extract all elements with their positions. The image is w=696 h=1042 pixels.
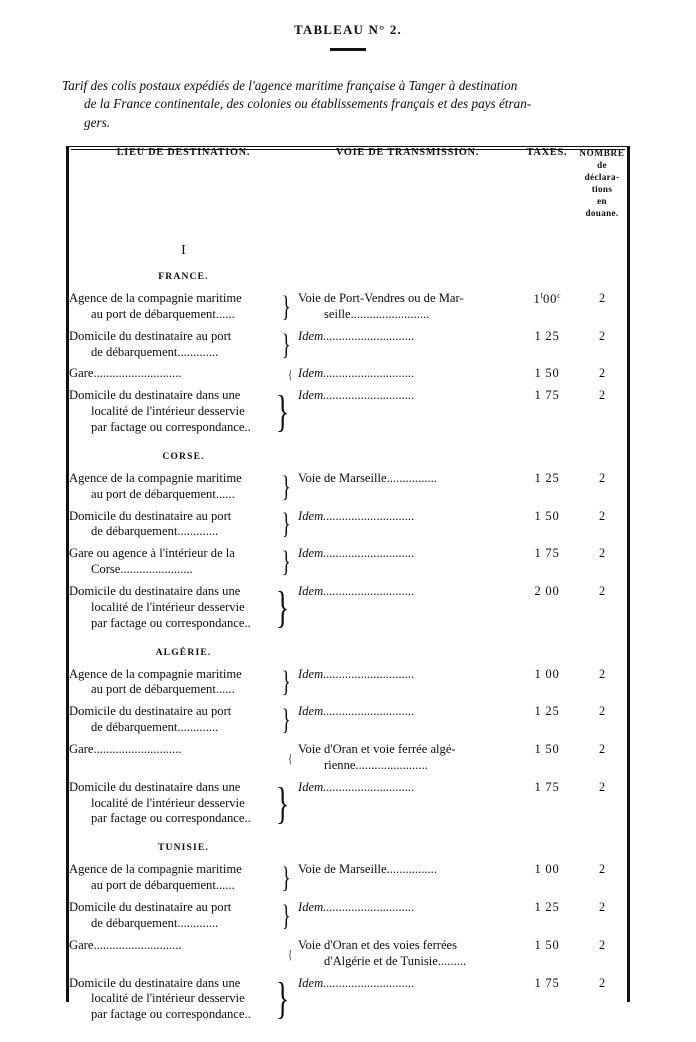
cell-taxes xyxy=(517,777,577,831)
voie-idem-text: Idem............................. xyxy=(298,779,415,794)
spacer-cell xyxy=(298,1026,517,1038)
taxe-value: 1 75 xyxy=(534,779,560,794)
lieu-line-1: Agence de la compagnie maritime xyxy=(69,666,242,681)
cell-voie-de-transmission xyxy=(298,581,517,635)
spacer-cell xyxy=(69,1026,298,1038)
lieu-line-1: Domicile du destinataire au port xyxy=(69,900,232,915)
voie-idem-text: Idem............................. xyxy=(298,900,415,915)
grouping-brace-icon: } xyxy=(281,861,291,895)
lieu-line-1: Agence de la compagnie maritime xyxy=(69,470,242,485)
voie-line-1 xyxy=(298,667,517,683)
section-heading-spacer-cell xyxy=(577,451,627,468)
taxe-value: 1 25 xyxy=(534,470,560,485)
lieu-line-1: Domicile du destinataire au port xyxy=(69,704,232,719)
table-row xyxy=(69,506,627,544)
grouping-brace-icon: } xyxy=(275,387,289,437)
spacer-cell xyxy=(298,830,517,842)
grouping-brace-icon: } xyxy=(275,582,289,632)
section-heading-spacer-cell xyxy=(517,243,577,288)
cell-nombre-declarations: 2 xyxy=(598,975,606,990)
cell-nombre-declarations: 2 xyxy=(598,546,606,561)
caption-line-1: Tarif des colis postaux expédiés de l'agence maritime française à Tanger à destination xyxy=(62,77,518,93)
table-header-row xyxy=(69,147,627,243)
cell-lieu-de-destination xyxy=(69,468,298,506)
table-row xyxy=(69,468,627,506)
voie-line-1: Voie de Port-Vendres ou de Mar- xyxy=(298,291,464,305)
table-row xyxy=(69,935,627,973)
lieu-line-2: localité de l'intérieur desservie xyxy=(91,404,245,419)
taxe-franc-symbol: f xyxy=(540,291,544,300)
cell-nombre-declarations: 2 xyxy=(598,666,606,681)
lieu-line-2: de débarquement............. xyxy=(91,344,219,359)
cell-taxes xyxy=(517,897,577,935)
voie-idem-text: Idem............................. xyxy=(298,328,415,343)
section-roman-numeral: I xyxy=(181,243,186,258)
column-header-lieu: LIEU DE DESTINATION. xyxy=(116,147,251,158)
grouping-brace-icon: } xyxy=(281,507,291,541)
cell-nombre-declarations: 2 xyxy=(598,584,606,599)
lieu-line-1: Gare............................ xyxy=(69,366,182,381)
voie-line-1 xyxy=(298,584,517,600)
lieu-line-2: de débarquement............. xyxy=(91,915,219,930)
cell-lieu-de-destination xyxy=(69,664,298,702)
table-row xyxy=(69,973,627,1027)
cell-voie-de-transmission xyxy=(298,777,517,831)
lieu-line-1: Gare ou agence à l'intérieur de la xyxy=(69,546,235,561)
cell-taxes xyxy=(517,935,577,973)
taxe-centime-symbol: c xyxy=(557,291,561,300)
cell-nombre-declarations: 2 xyxy=(598,388,606,403)
voie-idem-text: Idem............................. xyxy=(298,584,415,599)
cell-taxes xyxy=(517,363,577,385)
section-spacer-row xyxy=(69,439,627,451)
cell-lieu-de-destination xyxy=(69,739,298,777)
section-heading-spacer-cell xyxy=(298,842,517,859)
cell-nombre-declarations: 2 xyxy=(598,291,606,305)
table-header xyxy=(69,147,627,243)
cell-taxes xyxy=(517,701,577,739)
voie-idem-text: Idem............................. xyxy=(298,366,415,381)
taxe-francs-value: 1 xyxy=(533,292,541,307)
taxe-value: 1 00 xyxy=(534,666,560,681)
cell-nombre-declarations: 2 xyxy=(598,704,606,719)
cell-taxes xyxy=(517,326,577,364)
lieu-line-1: Agence de la compagnie maritime xyxy=(69,291,242,305)
cell-nombre-declarations: 2 xyxy=(598,470,606,485)
voie-line-2: d'Algérie et de Tunisie......... xyxy=(324,953,467,968)
spacer-cell xyxy=(69,439,298,451)
taxe-value: 2 00 xyxy=(534,584,560,599)
table-caption xyxy=(62,77,666,133)
lieu-line-1: Domicile du destinataire au port xyxy=(69,328,232,343)
lieu-line-2: au port de débarquement...... xyxy=(91,682,235,697)
section-name: FRANCE. xyxy=(158,271,209,282)
voie-line-2: rienne....................... xyxy=(324,757,428,772)
lieu-line-1: Gare............................ xyxy=(69,742,182,757)
spacer-cell xyxy=(517,1026,577,1038)
section-heading-row xyxy=(69,243,627,288)
table-row xyxy=(69,543,627,581)
table-row xyxy=(69,288,627,326)
spacer-cell xyxy=(577,1026,627,1038)
voie-idem-text: Idem............................. xyxy=(298,975,415,990)
nombre-line-3: déclara- xyxy=(584,172,620,182)
voie-idem-text: Idem............................. xyxy=(298,388,415,403)
table-row xyxy=(69,363,627,385)
table-row xyxy=(69,897,627,935)
cell-taxes xyxy=(517,581,577,635)
section-spacer-row xyxy=(69,830,627,842)
cell-voie-de-transmission xyxy=(298,973,517,1027)
table-row xyxy=(69,385,627,439)
section-heading-tunisie xyxy=(69,842,298,859)
nombre-line-6: douane. xyxy=(585,208,619,218)
cell-taxes xyxy=(517,973,577,1027)
voie-line-2: seille......................... xyxy=(324,306,430,321)
section-heading-row xyxy=(69,842,627,859)
nombre-line-4: tions xyxy=(591,184,613,194)
voie-line-1 xyxy=(298,780,517,796)
section-spacer-row xyxy=(69,635,627,647)
section-heading-algérie xyxy=(69,647,298,664)
lieu-line-2: au port de débarquement...... xyxy=(91,306,235,321)
table-row xyxy=(69,701,627,739)
taxe-value: 1 50 xyxy=(534,937,560,952)
tariff-table-frame xyxy=(66,146,630,1024)
cell-taxes xyxy=(517,385,577,439)
voie-idem-text: Idem............................. xyxy=(298,546,415,561)
spacer-cell xyxy=(69,830,298,842)
voie-line-1 xyxy=(298,704,517,720)
cell-nombre-declarations: 2 xyxy=(598,328,606,343)
section-heading-spacer-cell xyxy=(517,451,577,468)
taxe-value: 1 75 xyxy=(534,546,560,561)
cell-nombre-declarations: 2 xyxy=(598,366,606,381)
cell-lieu-de-destination xyxy=(69,288,298,326)
cell-lieu-de-destination xyxy=(69,543,298,581)
lieu-line-2: de débarquement............. xyxy=(91,720,219,735)
cell-lieu-de-destination xyxy=(69,581,298,635)
cell-voie-de-transmission xyxy=(298,859,517,897)
cell-taxes xyxy=(517,288,577,326)
grouping-brace-icon: { xyxy=(287,750,292,766)
cell-lieu-de-destination xyxy=(69,326,298,364)
section-spacer-row xyxy=(69,1026,627,1038)
voie-line-1 xyxy=(298,546,517,562)
lieu-line-3: par factage ou correspondance.. xyxy=(91,420,251,435)
column-header-voie: VOIE DE TRANSMISSION. xyxy=(335,147,480,158)
taxe-value: 1 25 xyxy=(534,704,560,719)
table-row xyxy=(69,859,627,897)
cell-taxes xyxy=(517,859,577,897)
lieu-line-1: Domicile du destinataire dans une xyxy=(69,388,241,403)
spacer-cell xyxy=(298,439,517,451)
grouping-brace-icon: } xyxy=(281,898,291,932)
taxe-value: 1 75 xyxy=(534,975,560,990)
section-heading-row xyxy=(69,451,627,468)
taxe-value: 1 50 xyxy=(534,366,560,381)
cell-voie-de-transmission xyxy=(298,897,517,935)
cell-voie-de-transmission xyxy=(298,935,517,973)
voie-line-1 xyxy=(298,329,517,345)
section-heading-corse xyxy=(69,451,298,468)
lieu-line-1: Domicile du destinataire dans une xyxy=(69,975,241,990)
lieu-line-2: Corse....................... xyxy=(91,562,193,577)
cell-nombre-declarations: 2 xyxy=(598,862,606,877)
page-title: TABLEAU N° 2. xyxy=(294,22,402,37)
spacer-cell xyxy=(577,635,627,647)
lieu-line-1: Gare............................ xyxy=(69,937,182,952)
cell-taxes xyxy=(517,468,577,506)
cell-voie-de-transmission xyxy=(298,385,517,439)
page-header xyxy=(0,0,696,51)
cell-lieu-de-destination xyxy=(69,506,298,544)
cell-lieu-de-destination xyxy=(69,777,298,831)
cell-lieu-de-destination xyxy=(69,859,298,897)
caption-line-2: de la France continentale, des colonies ou établissements français et des pays étran- xyxy=(84,96,532,112)
cell-lieu-de-destination xyxy=(69,973,298,1027)
grouping-brace-icon: } xyxy=(281,289,291,323)
section-heading-france xyxy=(69,243,298,288)
header-divider-rule xyxy=(330,48,366,51)
lieu-line-2: localité de l'intérieur desservie xyxy=(91,991,245,1006)
voie-line-1: Voie d'Oran et des voies ferrées xyxy=(298,937,458,952)
cell-voie-de-transmission xyxy=(298,739,517,777)
table-body xyxy=(69,243,627,1038)
grouping-brace-icon: } xyxy=(275,974,289,1024)
nombre-line-5: en xyxy=(597,196,607,206)
cell-voie-de-transmission xyxy=(298,288,517,326)
section-name: TUNISIE. xyxy=(157,842,210,854)
cell-lieu-de-destination xyxy=(69,385,298,439)
lieu-line-3: par factage ou correspondance.. xyxy=(91,811,251,826)
voie-line-1 xyxy=(298,388,517,404)
voie-idem-text: Idem............................. xyxy=(298,666,415,681)
section-heading-spacer-cell xyxy=(577,243,627,288)
grouping-brace-icon: } xyxy=(281,469,291,503)
cell-lieu-de-destination xyxy=(69,935,298,973)
cell-voie-de-transmission xyxy=(298,543,517,581)
grouping-brace-icon: { xyxy=(287,366,292,382)
spacer-cell xyxy=(517,439,577,451)
lieu-line-1: Agence de la compagnie maritime xyxy=(69,862,242,877)
voie-line-1 xyxy=(298,976,517,992)
cell-voie-de-transmission xyxy=(298,468,517,506)
cell-voie-de-transmission xyxy=(298,363,517,385)
grouping-brace-icon: } xyxy=(281,665,291,699)
lieu-line-3: par factage ou correspondance.. xyxy=(91,1007,251,1022)
cell-lieu-de-destination xyxy=(69,363,298,385)
cell-voie-de-transmission xyxy=(298,506,517,544)
lieu-line-2: de débarquement............. xyxy=(91,524,219,539)
voie-idem-text: Idem............................. xyxy=(298,704,415,719)
column-header-taxes: TAXES. xyxy=(526,147,568,158)
voie-line-1 xyxy=(298,509,517,525)
spacer-cell xyxy=(517,830,577,842)
column-header-nombre-declarations xyxy=(577,147,627,243)
lieu-line-1: Domicile du destinataire dans une xyxy=(69,779,241,794)
table-row xyxy=(69,739,627,777)
caption-line-3: gers. xyxy=(84,114,111,130)
section-heading-spacer-cell xyxy=(577,647,627,664)
spacer-cell xyxy=(517,635,577,647)
cell-taxes xyxy=(517,739,577,777)
taxe-value: 1 25 xyxy=(534,900,560,915)
cell-voie-de-transmission xyxy=(298,326,517,364)
taxe-value: 1 75 xyxy=(534,388,560,403)
section-heading-spacer-cell xyxy=(298,243,517,288)
taxe-value: 1 25 xyxy=(534,328,560,343)
spacer-cell xyxy=(577,830,627,842)
lieu-line-2: localité de l'intérieur desservie xyxy=(91,795,245,810)
section-name: ALGÉRIE. xyxy=(155,646,212,658)
lieu-line-1: Domicile du destinataire dans une xyxy=(69,584,241,599)
voie-line-1: Voie de Marseille................ xyxy=(298,862,437,877)
voie-idem-text: Idem............................. xyxy=(298,508,415,523)
spacer-cell xyxy=(577,439,627,451)
cell-nombre-declarations: 2 xyxy=(598,937,606,952)
section-heading-spacer-cell xyxy=(517,842,577,859)
cell-nombre-declarations: 2 xyxy=(598,742,606,757)
lieu-line-2: au port de débarquement...... xyxy=(91,486,235,501)
voie-line-1: Voie de Marseille................ xyxy=(298,470,437,485)
grouping-brace-icon: } xyxy=(281,703,291,737)
cell-voie-de-transmission xyxy=(298,701,517,739)
lieu-line-3: par factage ou correspondance.. xyxy=(91,615,251,630)
cell-lieu-de-destination xyxy=(69,701,298,739)
spacer-cell xyxy=(69,635,298,647)
lieu-line-1: Domicile du destinataire au port xyxy=(69,508,232,523)
section-name: CORSE. xyxy=(162,450,205,462)
table-row xyxy=(69,777,627,831)
cell-taxes xyxy=(517,543,577,581)
taxe-centimes-value: 00 xyxy=(543,292,558,307)
table-row xyxy=(69,581,627,635)
grouping-brace-icon: } xyxy=(281,327,291,361)
grouping-brace-icon: } xyxy=(275,778,289,828)
grouping-brace-icon: } xyxy=(281,545,291,579)
cell-taxes xyxy=(517,664,577,702)
section-heading-spacer-cell xyxy=(517,647,577,664)
cell-nombre-declarations: 2 xyxy=(598,779,606,794)
spacer-cell xyxy=(298,635,517,647)
voie-line-1 xyxy=(298,900,517,916)
taxe-value: 1 50 xyxy=(534,508,560,523)
taxe-value: 1 50 xyxy=(534,742,560,757)
table-row xyxy=(69,664,627,702)
voie-line-1 xyxy=(298,366,517,382)
tariff-table xyxy=(69,147,627,1038)
voie-line-1: Voie d'Oran et voie ferrée algé- xyxy=(298,742,456,757)
cell-nombre-declarations: 2 xyxy=(598,900,606,915)
grouping-brace-icon: { xyxy=(287,946,292,962)
lieu-line-2: au port de débarquement...... xyxy=(91,878,235,893)
nombre-line-1: NOMBRE xyxy=(579,148,625,158)
nombre-line-2: de xyxy=(597,160,607,170)
section-heading-row xyxy=(69,647,627,664)
cell-taxes xyxy=(517,506,577,544)
section-heading-spacer-cell xyxy=(298,451,517,468)
table-row xyxy=(69,326,627,364)
cell-lieu-de-destination xyxy=(69,897,298,935)
cell-voie-de-transmission xyxy=(298,664,517,702)
lieu-line-2: localité de l'intérieur desservie xyxy=(91,599,245,614)
cell-nombre-declarations: 2 xyxy=(598,508,606,523)
taxe-value: 1 00 xyxy=(534,862,560,877)
section-heading-spacer-cell xyxy=(577,842,627,859)
section-heading-spacer-cell xyxy=(298,647,517,664)
